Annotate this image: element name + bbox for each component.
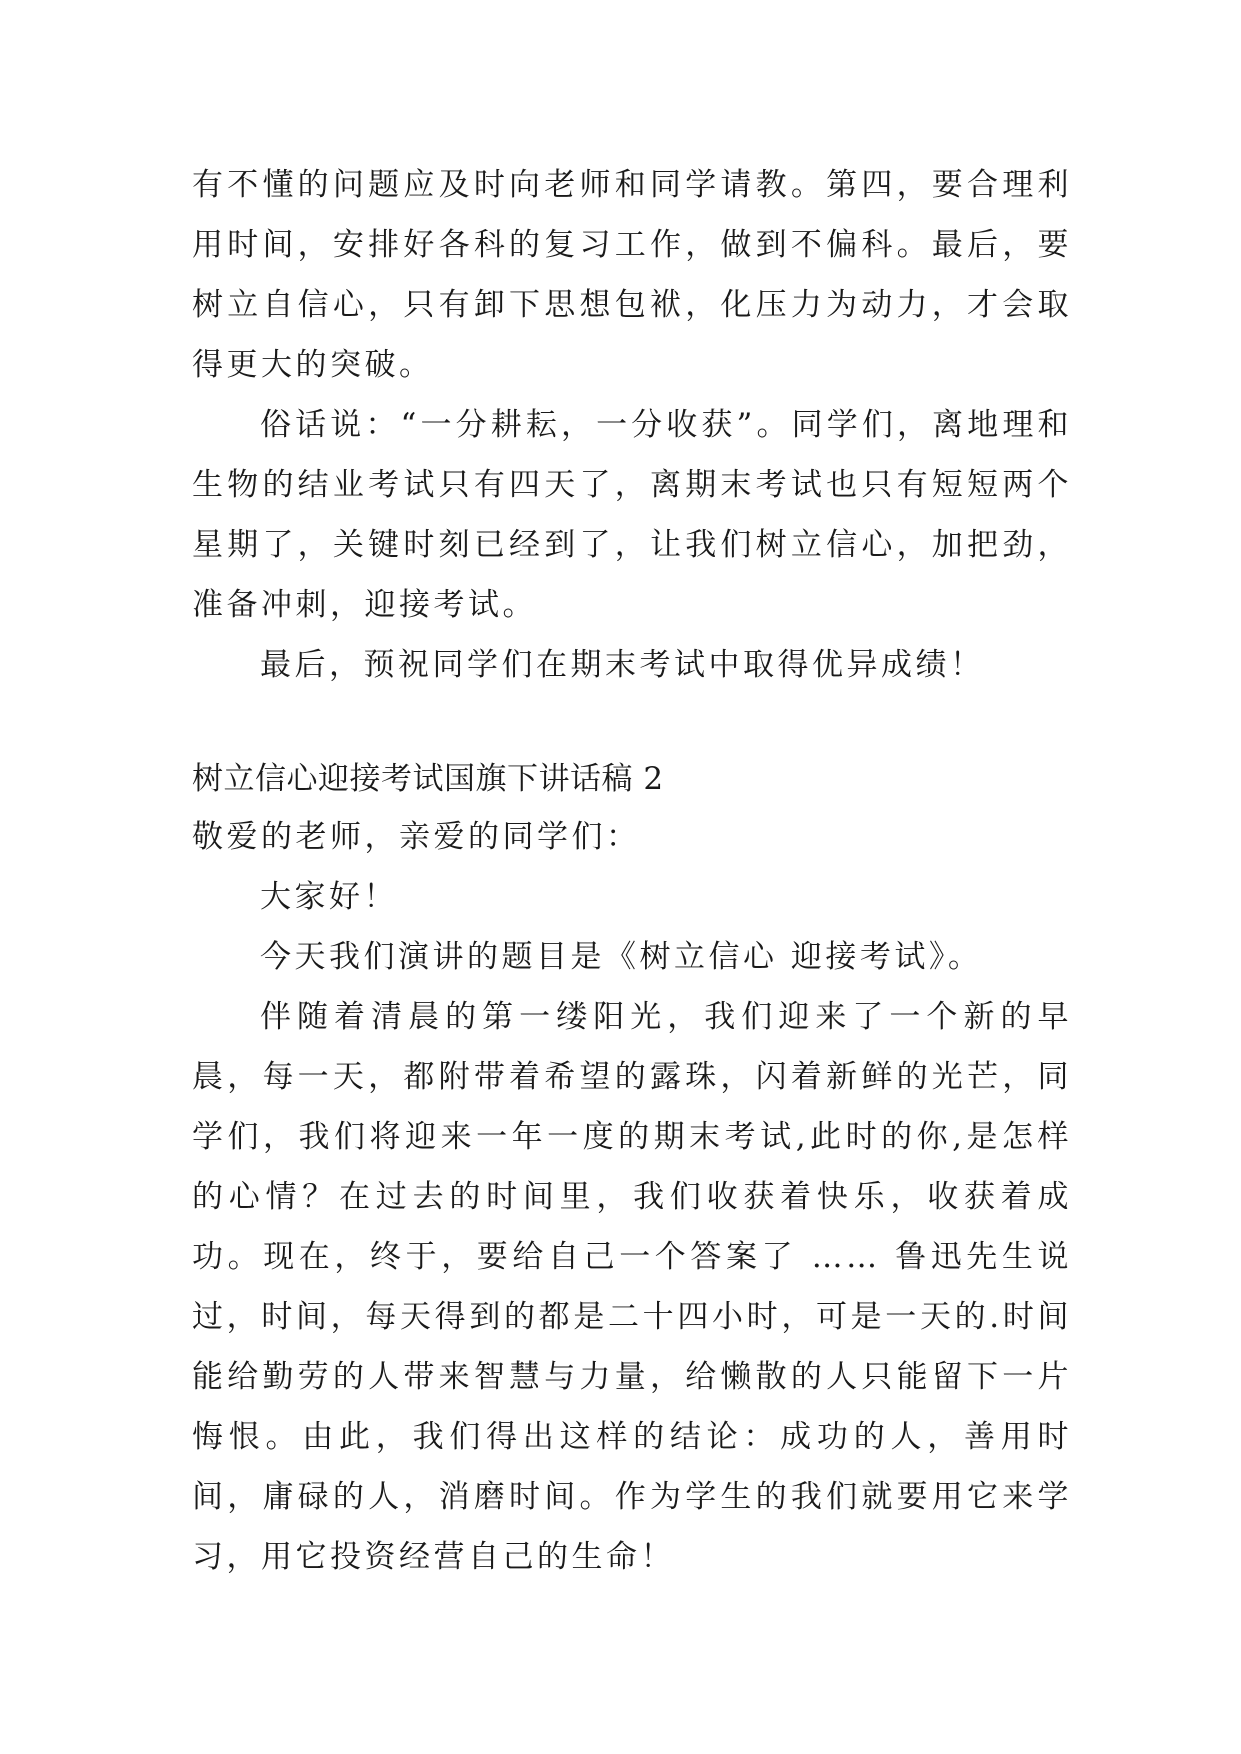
- salutation: 敬爱的老师，亲爱的同学们：: [192, 819, 641, 855]
- document-body: [192, 155, 1072, 1587]
- section-title: 树立信心迎接考试国旗下讲话稿 2: [192, 761, 664, 797]
- paragraph: 今天我们演讲的题目是《树立信心 迎接考试》。: [260, 939, 983, 975]
- section-gap: [192, 695, 1072, 751]
- paragraph: 最后，预祝同学们在期末考试中取得优异成绩！: [260, 647, 985, 683]
- paragraph: 伴随着清晨的第一缕阳光，我们迎来了一个新的早晨，每一天，都附带着希望的露珠，闪着新鲜的光芒，同学们，我们将迎来一年一度的期末考试,此时的你,是怎样的心情？在过去的时间里，我们收获着快乐，收获着成功。现在，终于，要给自己一个答案了 …… 鲁迅先生说过，时间，每天得到的都是二十四小时，可是一天的.时间能给勤劳的人带来智慧与力量，给懒散的人只能留下一片悔恨。由此，我们得出这样的结论：成功的人，善用时间，庸碌的人，消磨时间。作为学生的我们就要用它来学习，用它投资经营自己的生命！: [192, 999, 1072, 1575]
- paragraph: 大家好！: [260, 879, 398, 915]
- paragraph: 俗话说：“一分耕耘，一分收获”。同学们，离地理和生物的结业考试只有四天了，离期末考试也只有短短两个星期了，关键时刻已经到了，让我们树立信心，加把劲，准备冲刺，迎接考试。: [192, 407, 1072, 623]
- paragraph: 有不懂的问题应及时向老师和同学请教。第四，要合理利用时间，安排好各科的复习工作，做到不偏科。最后，要树立自信心，只有卸下思想包袱，化压力为动力，才会取得更大的突破。: [192, 167, 1072, 383]
